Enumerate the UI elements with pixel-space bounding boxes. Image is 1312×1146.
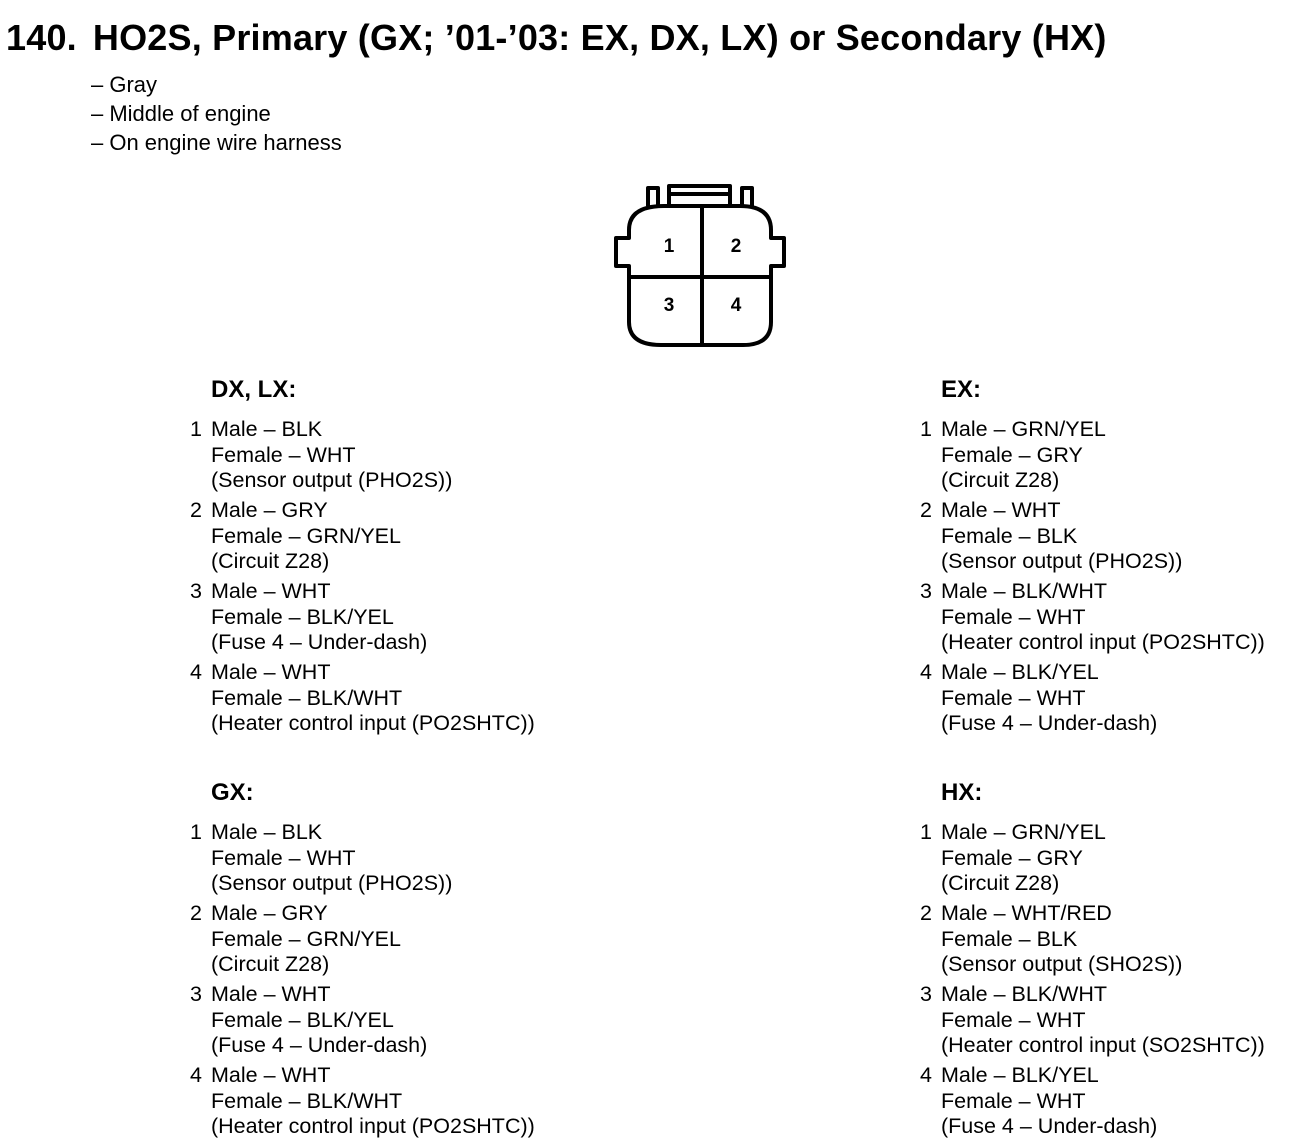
- pin-description: (Heater control input (SO2SHTC)): [941, 1033, 1265, 1058]
- pin-number: 4: [190, 660, 202, 684]
- pin-description: (Fuse 4 – Under-dash): [211, 630, 428, 655]
- pin-description: (Heater control input (PO2SHTC)): [941, 630, 1265, 655]
- pin-female: Female – BLK/WHT: [211, 685, 403, 710]
- pin-male: Male – WHT: [211, 1063, 331, 1087]
- pin-male: Male – WHT: [211, 579, 331, 603]
- pin-description: (Heater control input (PO2SHTC)): [211, 711, 535, 736]
- section-title: HO2S, Primary (GX; ’01-’03: EX, DX, LX) or Secondary (HX): [92, 17, 1107, 58]
- connector-notes: [91, 70, 342, 157]
- pin-female: Female – BLK/WHT: [211, 1088, 403, 1113]
- pin-description: (Circuit Z28): [941, 871, 1060, 896]
- pin-female: Female – GRY: [941, 442, 1083, 467]
- pin-description: (Fuse 4 – Under-dash): [211, 1033, 428, 1058]
- pin-female: Female – BLK: [941, 926, 1078, 951]
- pin-description: (Fuse 4 – Under-dash): [941, 711, 1158, 736]
- pin-description: (Circuit Z28): [211, 549, 330, 574]
- pin-male: Male – BLK: [211, 820, 323, 844]
- pin-number: 1: [190, 417, 202, 441]
- pin-female: Female – BLK: [941, 523, 1078, 548]
- connector-pin-2: 2: [730, 236, 742, 257]
- pin-male: Male – WHT: [941, 498, 1061, 522]
- pin-male: Male – WHT: [211, 660, 331, 684]
- pin-description: (Fuse 4 – Under-dash): [941, 1114, 1158, 1139]
- section-number: 140.: [6, 17, 77, 58]
- pin-male: Male – WHT: [211, 982, 331, 1006]
- pin-number: 3: [920, 982, 932, 1006]
- pin-description: (Sensor output (PHO2S)): [211, 871, 453, 896]
- section-heading: HX:: [941, 779, 983, 806]
- pin-female: Female – GRY: [941, 845, 1083, 870]
- page-title: [6, 14, 1107, 62]
- note-color: – Gray: [91, 72, 158, 97]
- pin-number: 4: [920, 660, 932, 684]
- pin-female: Female – WHT: [941, 685, 1086, 710]
- pin-number: 2: [190, 901, 202, 925]
- pin-male: Male – BLK/WHT: [941, 982, 1108, 1006]
- section-heading: DX, LX:: [211, 376, 297, 403]
- pin-male: Male – BLK: [211, 417, 323, 441]
- pin-description: (Sensor output (PHO2S)): [941, 549, 1183, 574]
- pin-male: Male – GRY: [211, 498, 328, 522]
- pin-number: 2: [920, 901, 932, 925]
- pin-female: Female – WHT: [941, 604, 1086, 629]
- pin-description: (Sensor output (SHO2S)): [941, 952, 1183, 977]
- pin-male: Male – GRY: [211, 901, 328, 925]
- pin-number: 3: [190, 982, 202, 1006]
- pin-female: Female – WHT: [941, 1088, 1086, 1113]
- pin-number: 2: [920, 498, 932, 522]
- connector-pin-4: 4: [730, 295, 742, 316]
- section-heading: GX:: [211, 779, 254, 806]
- pin-description: (Circuit Z28): [211, 952, 330, 977]
- pin-number: 1: [920, 417, 932, 441]
- pin-male: Male – GRN/YEL: [941, 820, 1106, 844]
- pin-description: (Sensor output (PHO2S)): [211, 468, 453, 493]
- pin-number: 4: [190, 1063, 202, 1087]
- pin-male: Male – BLK/YEL: [941, 660, 1099, 684]
- connector-pin-1: 1: [663, 236, 675, 257]
- pin-number: 4: [920, 1063, 932, 1087]
- pin-number: 2: [190, 498, 202, 522]
- connector-pin-3: 3: [663, 295, 675, 316]
- pin-male: Male – BLK/WHT: [941, 579, 1108, 603]
- pin-number: 1: [920, 820, 932, 844]
- pin-male: Male – GRN/YEL: [941, 417, 1106, 441]
- note-location: – Middle of engine: [91, 101, 271, 126]
- pin-male: Male – BLK/YEL: [941, 1063, 1099, 1087]
- pin-number: 1: [190, 820, 202, 844]
- pin-female: Female – GRN/YEL: [211, 523, 401, 548]
- pin-description: (Circuit Z28): [941, 468, 1060, 493]
- section-heading: EX:: [941, 376, 982, 403]
- pin-female: Female – WHT: [211, 845, 356, 870]
- pin-number: 3: [190, 579, 202, 603]
- pin-female: Female – GRN/YEL: [211, 926, 401, 951]
- pin-female: Female – BLK/YEL: [211, 1007, 394, 1032]
- pin-number: 3: [920, 579, 932, 603]
- connector-diagram: [612, 182, 792, 352]
- pin-female: Female – WHT: [211, 442, 356, 467]
- note-harness: – On engine wire harness: [91, 130, 342, 155]
- pin-description: (Heater control input (PO2SHTC)): [211, 1114, 535, 1139]
- pin-male: Male – WHT/RED: [941, 901, 1112, 925]
- pin-female: Female – BLK/YEL: [211, 604, 394, 629]
- pin-female: Female – WHT: [941, 1007, 1086, 1032]
